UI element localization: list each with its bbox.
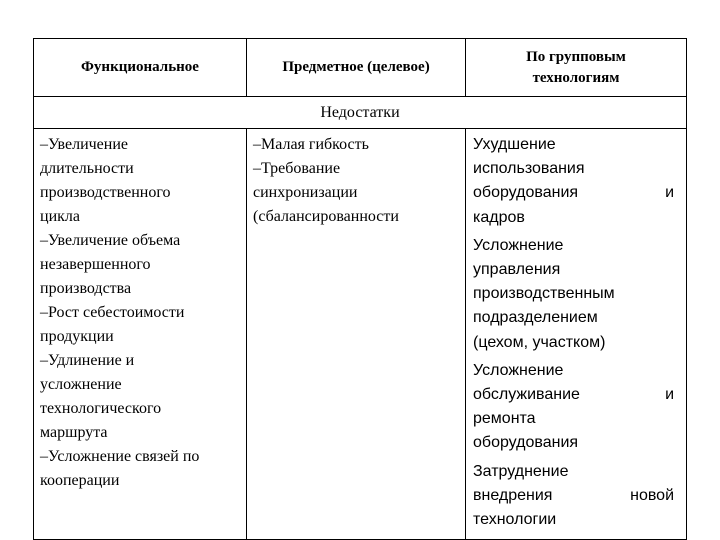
group-item (473, 460, 674, 533)
group-line-justified (473, 383, 674, 407)
header-functional (34, 39, 247, 97)
section-row (34, 97, 687, 129)
group-line: использования (473, 160, 585, 178)
subject-line: –Малая гибкость (253, 136, 369, 153)
header-group-line2: технологиям (532, 69, 620, 86)
group-cell (466, 129, 687, 540)
group-item (473, 234, 674, 355)
subject-line: –Требование (253, 160, 341, 177)
functional-line: продукции (40, 328, 114, 345)
group-line: (цехом, участком) (473, 333, 606, 351)
group-line: кадров (473, 208, 525, 226)
section-title (34, 97, 687, 129)
functional-line: –Усложнение связей по (40, 448, 200, 465)
group-line: Затруднение (473, 462, 569, 480)
group-item (473, 359, 674, 456)
functional-line: маршрута (40, 424, 108, 441)
group-line: ремонта (473, 410, 536, 428)
group-line: подразделением (473, 309, 598, 327)
subject-cell (247, 129, 466, 540)
functional-line: –Удлинение и (40, 352, 135, 369)
functional-line: усложнение (40, 376, 122, 393)
header-group-line1: По групповым (526, 48, 626, 65)
group-item (473, 133, 674, 230)
group-line: Усложнение (473, 361, 564, 379)
functional-line: производства (40, 280, 132, 297)
header-subject-text: Предметное (целевое) (282, 59, 430, 75)
functional-line: технологического (40, 400, 162, 417)
header-subject (247, 39, 466, 97)
group-line: производственным (473, 285, 615, 303)
header-group (466, 39, 687, 97)
subject-line: синхронизации (253, 184, 358, 201)
group-word: и (665, 386, 674, 404)
functional-line: незавершенного (40, 256, 151, 273)
group-line-justified (473, 484, 674, 508)
header-row (34, 39, 687, 97)
group-line: Ухудшение (473, 136, 556, 153)
functional-line: цикла (40, 208, 80, 225)
group-line: технологии (473, 511, 557, 529)
functional-line: производственного (40, 184, 171, 201)
functional-line: кооперации (40, 472, 120, 489)
functional-line: длительности (40, 160, 134, 177)
content-row (34, 129, 687, 540)
group-word: обслуживание (473, 386, 580, 404)
header-functional-text: Функциональное (81, 59, 199, 75)
section-title-text: Недостатки (320, 103, 400, 121)
functional-line: –Увеличение объема (40, 232, 181, 249)
group-word: и (665, 184, 674, 202)
group-line-justified (473, 181, 674, 205)
functional-line: –Увеличение (40, 136, 129, 153)
functional-cell (34, 129, 247, 540)
drawbacks-table (33, 38, 687, 540)
group-line: оборудования (473, 434, 579, 452)
subject-line: (сбалансированности (253, 208, 399, 225)
group-line: Усложнение (473, 236, 564, 254)
group-line: управления (473, 261, 561, 279)
functional-line: –Рост себестоимости (40, 304, 185, 321)
group-word: новой (630, 486, 674, 504)
group-word: внедрения (473, 486, 553, 504)
group-word: оборудования (473, 184, 579, 202)
